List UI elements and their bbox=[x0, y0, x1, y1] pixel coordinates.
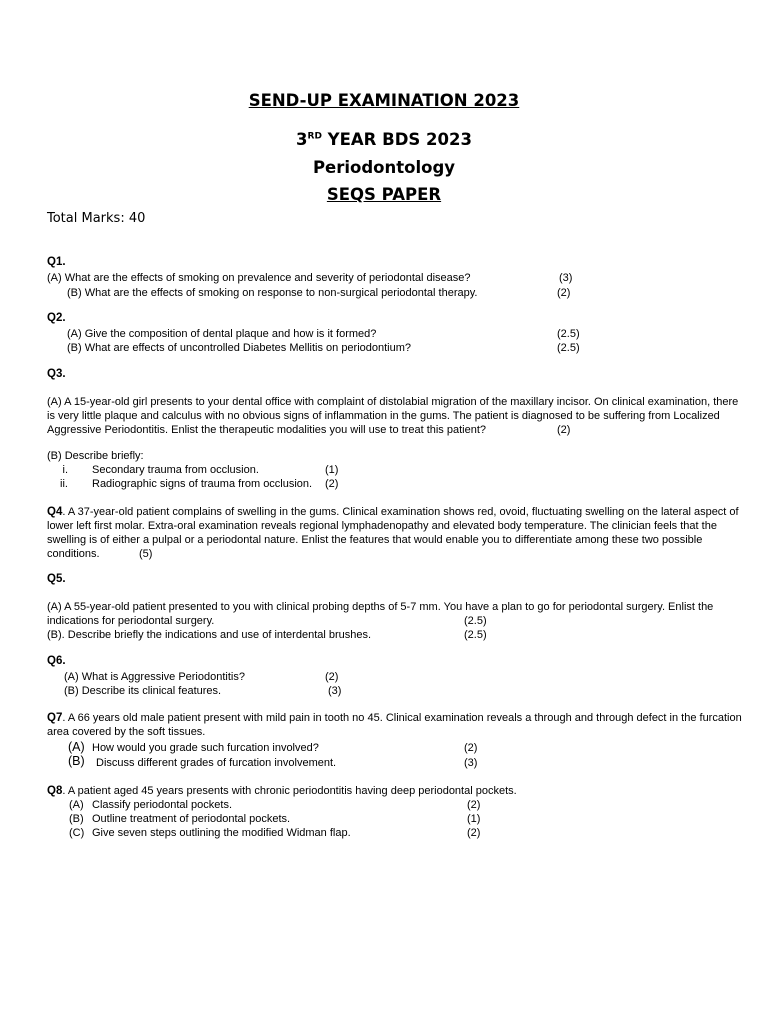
exam-title: SEND-UP EXAMINATION 2023 bbox=[248, 91, 520, 110]
q3-item-num: ii. bbox=[60, 478, 68, 490]
q6-part-a-marks: (2) bbox=[325, 671, 339, 683]
year-rest: YEAR BDS 2023 bbox=[321, 130, 472, 149]
q7-label: Q7 bbox=[47, 712, 63, 724]
q6-part-a: (A) What is Aggressive Periodontitis? bbox=[64, 671, 245, 683]
q7-item-marks: (3) bbox=[464, 757, 478, 769]
q4-line2: lower left first molar. Extra-oral examination reveals regional lymphadenopathy and elevated body temperature. The clinician feels that the bbox=[47, 520, 717, 532]
q5-part-a-line2: indications for periodontal surgery. bbox=[47, 615, 215, 627]
q1-part-b: (B) What are the effects of smoking on response to non-surgical periodontal therapy. bbox=[67, 287, 478, 299]
year-suffix: RD bbox=[307, 131, 322, 142]
q2-label: Q2. bbox=[47, 312, 66, 324]
q8-line1: Q8. A patient aged 45 years presents with chronic periodontitis having deep periodontal pockets. bbox=[47, 785, 517, 797]
q4-line4: conditions. bbox=[47, 548, 100, 560]
q2-part-b: (B) What are effects of uncontrolled Diabetes Mellitis on periodontium? bbox=[67, 342, 412, 354]
q1-part-b-marks: (2) bbox=[557, 287, 571, 299]
q7-line2: area covered by the soft tissues. bbox=[47, 726, 206, 738]
q3-item-marks: (2) bbox=[325, 478, 339, 490]
q1-part-a: (A) What are the effects of smoking on prevalence and severity of periodontal disease? bbox=[47, 272, 471, 284]
q7-item-letter: (B) bbox=[68, 754, 85, 768]
q4-label: Q4 bbox=[47, 506, 63, 518]
q8-label: Q8 bbox=[47, 785, 63, 797]
q5-part-b: (B). Describe briefly the indications and use of interdental brushes. bbox=[47, 629, 372, 641]
q2-part-a-marks: (2.5) bbox=[557, 328, 580, 340]
q3-item-num: i. bbox=[62, 464, 68, 476]
q3-label: Q3. bbox=[47, 368, 66, 380]
q8-item-letter: (C) bbox=[69, 827, 85, 839]
q3-item-text: Radiographic signs of trauma from occlusion. bbox=[92, 478, 313, 490]
q7-line1: Q7. A 66 years old male patient present with mild pain in tooth no 45. Clinical examination reveals a through and through defect in the furcation bbox=[47, 712, 742, 724]
q8-item-marks: (2) bbox=[467, 827, 481, 839]
q5-part-a-marks: (2.5) bbox=[464, 615, 487, 627]
q7-item-letter: (A) bbox=[68, 740, 85, 754]
q8-item-letter: (B) bbox=[69, 813, 84, 825]
q5-label: Q5. bbox=[47, 573, 66, 585]
q8-item-text: Outline treatment of periodontal pockets. bbox=[92, 813, 291, 825]
q7-item-text: Discuss different grades of furcation involvement. bbox=[96, 757, 337, 769]
q3-part-a-line3: Aggressive Periodontitis. Enlist the therapeutic modalities you will use to treat this patient? bbox=[47, 424, 487, 436]
q3-item-marks: (1) bbox=[325, 464, 339, 476]
q3-part-b-intro: (B) Describe briefly: bbox=[47, 450, 144, 462]
q5-part-b-marks: (2.5) bbox=[464, 629, 487, 641]
q8-item-text: Classify periodontal pockets. bbox=[92, 799, 233, 811]
q8-item-text: Give seven steps outlining the modified Widman flap. bbox=[92, 827, 351, 839]
q4-line1: Q4. A 37-year-old patient complains of swelling in the gums. Clinical examination shows red, ovoid, fluctuating swelling on the lateral aspect of bbox=[47, 506, 739, 518]
q1-part-a-marks: (3) bbox=[559, 272, 573, 284]
q2-part-b-marks: (2.5) bbox=[557, 342, 580, 354]
q7-item-marks: (2) bbox=[464, 742, 478, 754]
q2-part-a: (A) Give the composition of dental plaque and how is it formed? bbox=[67, 328, 377, 340]
q3-part-a-marks: (2) bbox=[557, 424, 571, 436]
q4-line3: swelling is of either a pulpal or a periodontal nature. Enlist the features that would enable you to differentiate among these two possible bbox=[47, 534, 703, 546]
q3-part-a-line2: is very little plaque and calculus with no obvious signs of inflammation in the gums. The patient is diagnosed to be suffering from Localized bbox=[47, 410, 720, 422]
q6-part-b-marks: (3) bbox=[328, 685, 342, 697]
q4-marks: (5) bbox=[139, 548, 153, 560]
q6-part-b: (B) Describe its clinical features. bbox=[64, 685, 222, 697]
q8-item-marks: (1) bbox=[467, 813, 481, 825]
year-prefix: 3 bbox=[296, 130, 308, 149]
q7-item-text: How would you grade such furcation involved? bbox=[92, 742, 319, 754]
paper-type: SEQS PAPER bbox=[326, 185, 442, 204]
q3-item-text: Secondary trauma from occlusion. bbox=[92, 464, 259, 476]
total-marks: Total Marks: 40 bbox=[47, 211, 146, 226]
q8-item-letter: (A) bbox=[69, 799, 84, 811]
subject-title: Periodontology bbox=[312, 158, 456, 177]
q5-part-a-line1: (A) A 55-year-old patient presented to you with clinical probing depths of 5-7 mm. You have a plan to go for periodontal surgery. Enlist the bbox=[47, 601, 714, 613]
q1-label: Q1. bbox=[47, 256, 66, 268]
q6-label: Q6. bbox=[47, 655, 66, 667]
q8-item-marks: (2) bbox=[467, 799, 481, 811]
year-title bbox=[0, 130, 768, 149]
q3-part-a-line1: (A) A 15-year-old girl presents to your dental office with complaint of distolabial migration of the maxillary incisor. On clinical examination, there bbox=[47, 396, 739, 408]
